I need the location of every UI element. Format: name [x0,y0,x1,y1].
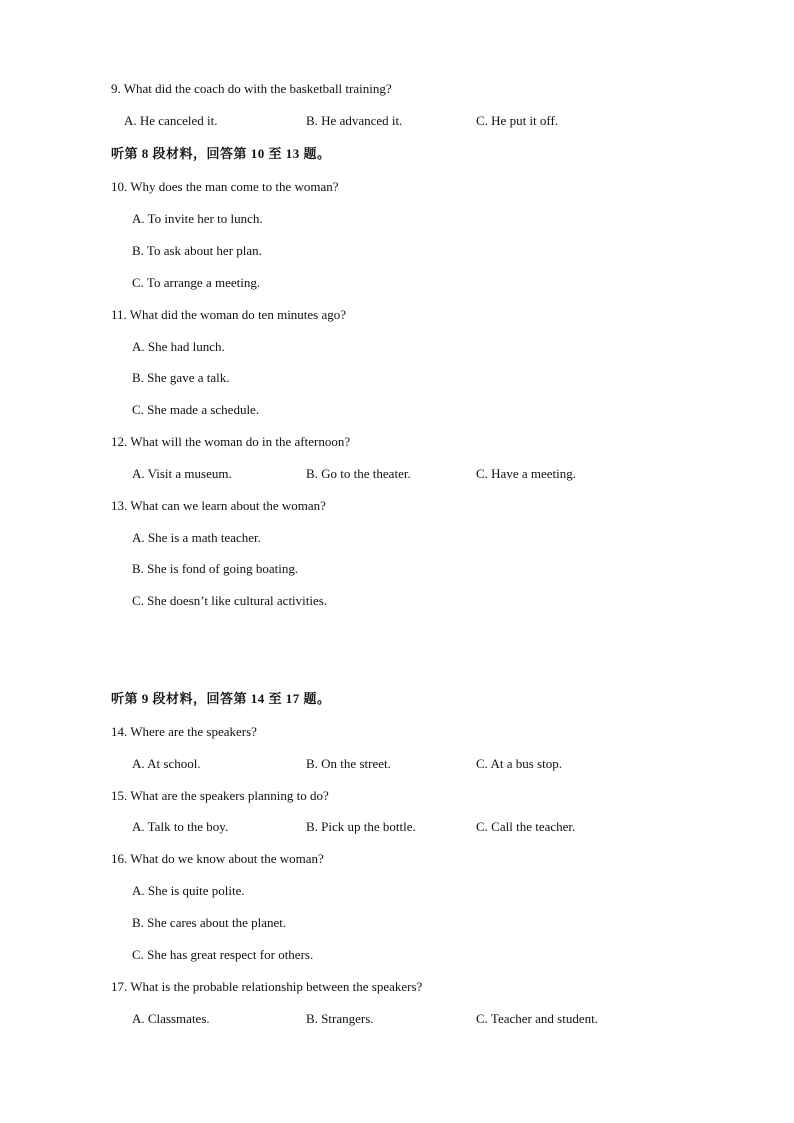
question-10-option-c[interactable]: C. To arrange a meeting. [132,275,261,290]
question-10-stem: 10. Why does the man come to the woman? [111,179,339,194]
section-9-heading: 听第 9 段材料，回答第 14 至 17 题。 [111,691,331,706]
question-12-stem: 12. What will the woman do in the afternoon? [111,434,351,449]
section-8-heading: 听第 8 段材料，回答第 10 至 13 题。 [111,146,331,161]
question-16-option-c[interactable]: C. She has great respect for others. [132,947,314,962]
question-11-stem: 11. What did the woman do ten minutes ago? [111,307,347,322]
question-17-option-c[interactable]: C. Teacher and student. [476,1011,598,1026]
question-11-option-c[interactable]: C. She made a schedule. [132,402,260,417]
question-13-stem: 13. What can we learn about the woman? [111,498,326,513]
question-12-option-c[interactable]: C. Have a meeting. [476,466,576,481]
question-11-option-b[interactable]: B. She gave a talk. [132,370,230,385]
question-9-option-c[interactable]: C. He put it off. [476,113,559,128]
question-9-option-b[interactable]: B. He advanced it. [306,113,403,128]
question-11-option-a[interactable]: A. She had lunch. [132,339,225,354]
question-14-option-a[interactable]: A. At school. [132,756,201,771]
question-13-option-c[interactable]: C. She doesn’t like cultural activities. [132,593,328,608]
question-15-option-c[interactable]: C. Call the teacher. [476,819,576,834]
question-13-option-a[interactable]: A. She is a math teacher. [132,530,261,545]
question-13-option-b[interactable]: B. She is fond of going boating. [132,561,299,576]
question-14-option-b[interactable]: B. On the street. [306,756,391,771]
question-16-option-b[interactable]: B. She cares about the planet. [132,915,287,930]
question-17-stem: 17. What is the probable relationship between the speakers? [111,979,423,994]
question-15-option-a[interactable]: A. Talk to the boy. [132,819,229,834]
question-16-stem: 16. What do we know about the woman? [111,851,324,866]
question-17-option-a[interactable]: A. Classmates. [132,1011,210,1026]
question-16-option-a[interactable]: A. She is quite polite. [132,883,245,898]
question-12-option-a[interactable]: A. Visit a museum. [132,466,232,481]
question-15-option-b[interactable]: B. Pick up the bottle. [306,819,416,834]
question-10-option-a[interactable]: A. To invite her to lunch. [132,211,263,226]
question-15-stem: 15. What are the speakers planning to do? [111,788,329,803]
question-17-option-b[interactable]: B. Strangers. [306,1011,374,1026]
question-12-option-b[interactable]: B. Go to the theater. [306,466,411,481]
question-9-stem: 9. What did the coach do with the basketball training? [111,81,392,96]
question-14-stem: 14. Where are the speakers? [111,724,257,739]
question-10-option-b[interactable]: B. To ask about her plan. [132,243,262,258]
question-9-option-a[interactable]: A. He canceled it. [124,113,218,128]
question-14-option-c[interactable]: C. At a bus stop. [476,756,562,771]
